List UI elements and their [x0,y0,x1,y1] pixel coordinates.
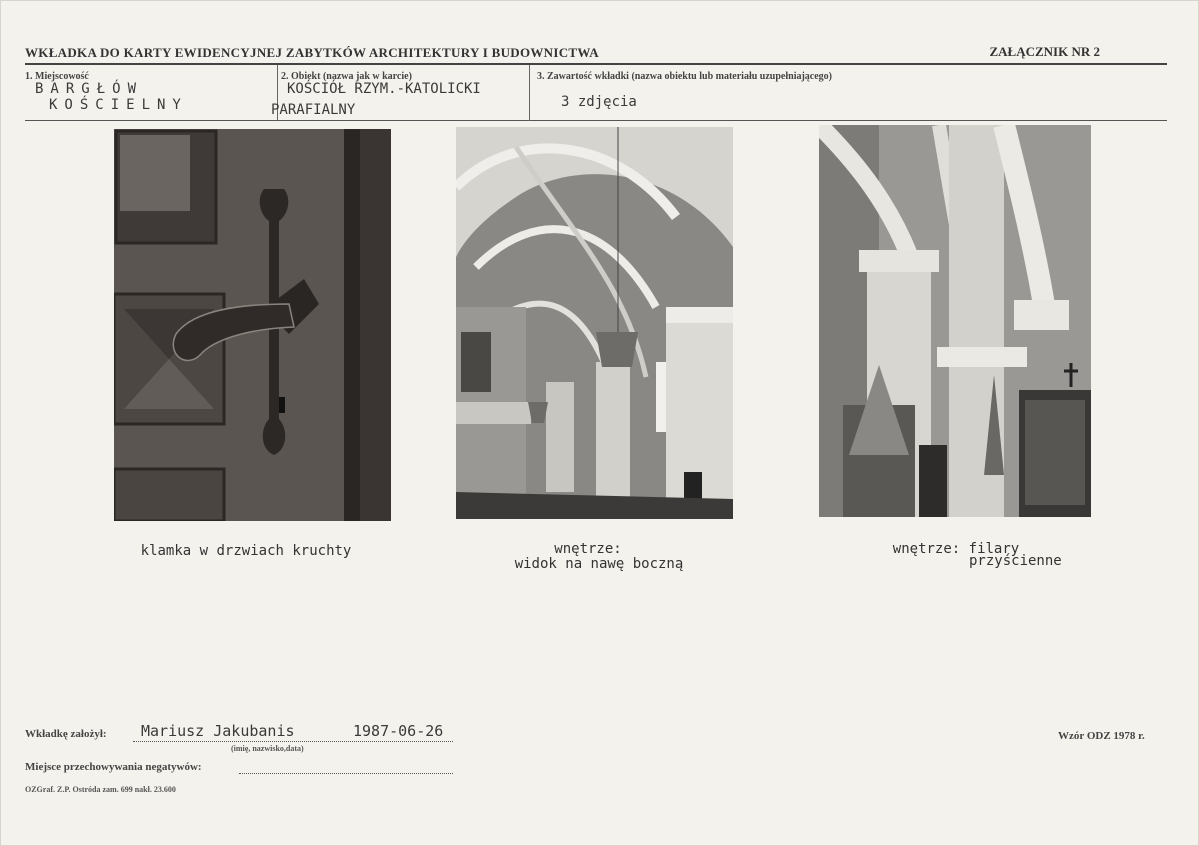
door-handle-photo [114,129,391,521]
header-rule [25,63,1167,65]
annex-number: ZAŁĄCZNIK NR 2 [989,44,1100,59]
object-label: 2. Obiekt (nazwa jak w karcie) [281,71,412,82]
template-note: Wzór ODZ 1978 r. [1058,730,1145,742]
church-nave-photo [456,127,733,519]
location-label: 1. Miejscowość [25,71,89,82]
location-value-line2: KOŚCIELNY [49,97,188,113]
photo1-caption: klamka w drzwiach kruchty [140,543,352,559]
object-value-line1: KOŚCIÓŁ RZYM.-KATOLICKI [287,81,481,97]
field-divider-2 [529,65,530,121]
storage-label: Miejsce przechowywania negatywów: [25,761,202,773]
founder-name: Mariusz Jakubanis [141,722,295,740]
storage-dotted-line [239,772,453,774]
photo2-caption-line1: wnętrze: [554,541,622,557]
contents-label: 3. Zawartość wkładki (nazwa obiektu lub materiału uzupełniającego) [537,71,833,82]
object-value-line2: PARAFIALNY [271,102,356,118]
document-title: WKŁADKA DO KARTY EWIDENCYJNEJ ZABYTKÓW ARCHITEKTURY I BUDOWNICTWA [25,45,599,60]
contents-value: 3 zdjęcia [561,94,637,110]
location-value-line1: BARGŁÓW [35,81,144,97]
church-pillars-photo [819,125,1091,517]
printer-note: OZGraf. Z.P. Ostróda zam. 699 nakł. 23.600 [25,785,176,794]
founder-date: 1987-06-26 [353,722,444,740]
founder-hint: (imię, nazwisko,data) [231,744,304,753]
photo3-caption-line2: przyścienne [969,553,1062,569]
founder-label: Wkładkę założył: [25,728,107,740]
photo2-caption-line2: widok na nawę boczną [514,556,684,572]
photo3-caption-line1: wnętrze: filary [892,541,1020,557]
fields-bottom-rule [25,120,1167,121]
founder-dotted-line [133,740,453,742]
